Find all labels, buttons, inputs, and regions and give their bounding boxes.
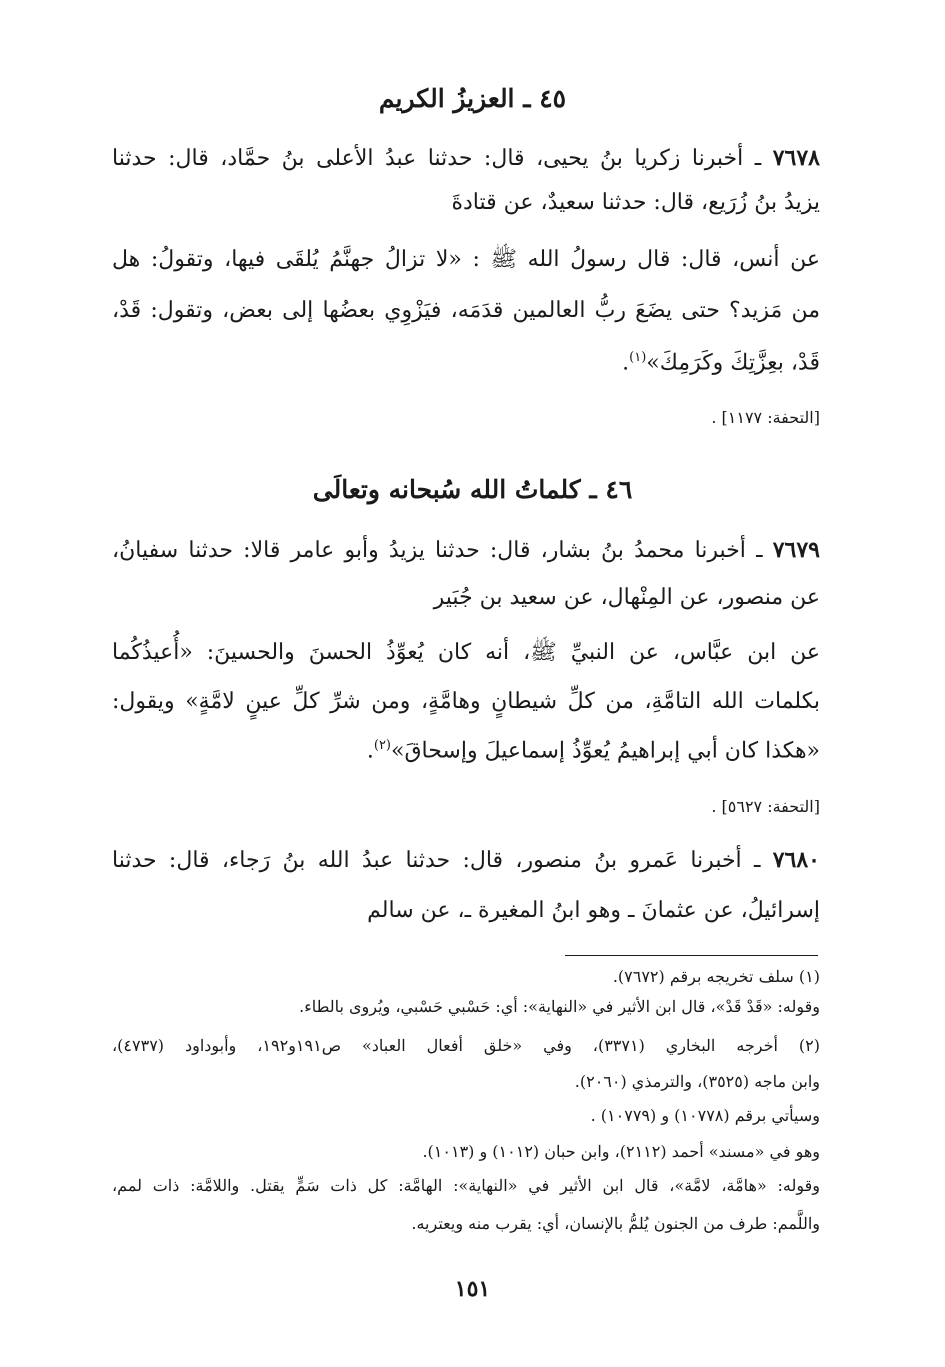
matn-text: قَدْ، بعِزَّتِكَ وكَرَمِكَ» xyxy=(646,350,820,376)
hadith-isnad-line: إسرائيلُ، عن عثمانَ ـ وهو ابنُ المغيرة ـ، عن سالم xyxy=(367,898,820,923)
footnote-line: وهو في «مسند» أحمد (٢١١٢)، وابن حبان (١٠١٢) و (١٠١٣). xyxy=(422,1142,820,1161)
footnote-line: وسيأتي برقم (١٠٧٧٨) و (١٠٧٧٩) . xyxy=(590,1106,820,1125)
hadith-matn-line: عن أنس، قال: قال رسولُ الله ﷺ : «لا تزالُ جهنَّمُ يُلقَى فيها، وتقولُ: هل xyxy=(112,247,820,272)
hadith-matn-line: «هكذا كان أبي إبراهيمُ يُعوِّذُ إسماعيلَ وإسحاقَ»$^{(٢)}$. xyxy=(366,738,820,764)
footnote-line: وقوله: «هامَّة، لامَّة»، قال ابن الأثير في «النهاية»: الهامَّة: كل ذات سَمٍّ يقتل. واللامَّة: ذات لمم، xyxy=(112,1176,821,1195)
matn-text: «هكذا كان أبي إبراهيمُ يُعوِّذُ إسماعيلَ وإسحاقَ» xyxy=(391,738,820,764)
tuhfa-reference: [التحفة: ١١٧٧] . xyxy=(711,408,820,427)
hadith-matn-line: قَدْ، بعِزَّتِكَ وكَرَمِكَ»$^{(١)}$. xyxy=(622,350,820,376)
hadith-isnad-line xyxy=(112,847,820,873)
hadith-matn-line: من مَزيد؟ حتى يضَعَ ربُّ العالمين قدَمَه، فيَزْوِي بعضُها إلى بعض، وتقول: قَدْ، xyxy=(112,298,820,323)
hadith-number: ٧٦٨٠ xyxy=(772,847,820,873)
footnote-ref: (٢) xyxy=(373,738,391,753)
footnote-line: وابن ماجه (٣٥٢٥)، والترمذي (٢٠٦٠). xyxy=(574,1072,820,1091)
hadith-number: ٧٦٧٩ xyxy=(772,537,820,563)
hadith-isnad-line xyxy=(112,537,820,563)
section-heading: ٤٦ ـ كلماتُ الله سُبحانه وتعالَى xyxy=(312,475,633,504)
footnote-divider xyxy=(565,955,818,956)
hadith-matn-line: بكلمات الله التامَّةِ، من كلِّ شيطانٍ وهامَّةٍ، ومن شرِّ كلِّ عينٍ لامَّةٍ» ويقول: xyxy=(112,689,820,714)
footnote-line: واللَّمم: طرف من الجنون يُلمُّ بالإنسان، أي: يقرب منه ويعتريه. xyxy=(411,1214,820,1233)
hadith-isnad-line: يزيدُ بنُ زُرَيع، قال: حدثنا سعيدٌ، عن قتادةَ xyxy=(451,190,820,215)
page-number: ١٥١ xyxy=(454,1276,491,1302)
tuhfa-reference: [التحفة: ٥٦٢٧] . xyxy=(711,797,820,816)
footnote-ref: (١) xyxy=(629,350,647,365)
section-heading: ٤٥ ـ العزيزُ الكريم xyxy=(378,84,567,113)
isnad-text: ـ أخبرنا عَمرو بنُ منصور، قال: حدثنا عبدُ الله بنُ رَجاء، قال: حدثنا xyxy=(112,848,773,873)
footnote-line: (١) سلف تخريجه برقم (٧٦٧٢). xyxy=(612,967,820,986)
hadith-matn-line: عن ابن عبَّاس، عن النبيِّ ﷺ، أنه كان يُعوِّذُ الحسنَ والحسينَ: «أُعيذُكُما xyxy=(112,640,820,665)
footnote-line: (٢) أخرجه البخاري (٣٣٧١)، وفي «خلق أفعال العباد» ص١٩١و١٩٢، وأبوداود (٤٧٣٧)، xyxy=(112,1036,820,1055)
isnad-text: ـ أخبرنا زكريا بنُ يحيى، قال: حدثنا عبدُ الأعلى بنُ حمَّاد، قال: حدثنا xyxy=(112,146,773,171)
hadith-isnad-line: عن منصور، عن المِنْهال، عن سعيد بن جُبَير xyxy=(433,585,820,610)
hadith-isnad-line xyxy=(112,145,820,171)
isnad-text: ـ أخبرنا محمدُ بنُ بشار، قال: حدثنا يزيدُ وأبو عامر قالا: حدثنا سفيانُ، xyxy=(112,538,773,563)
hadith-number: ٧٦٧٨ xyxy=(772,145,820,171)
footnote-line: وقوله: «قَدْ قَدْ»، قال ابن الأثير في «النهاية»: أي: حَسْبي حَسْبي، ويُروى بالطاء. xyxy=(299,997,820,1016)
